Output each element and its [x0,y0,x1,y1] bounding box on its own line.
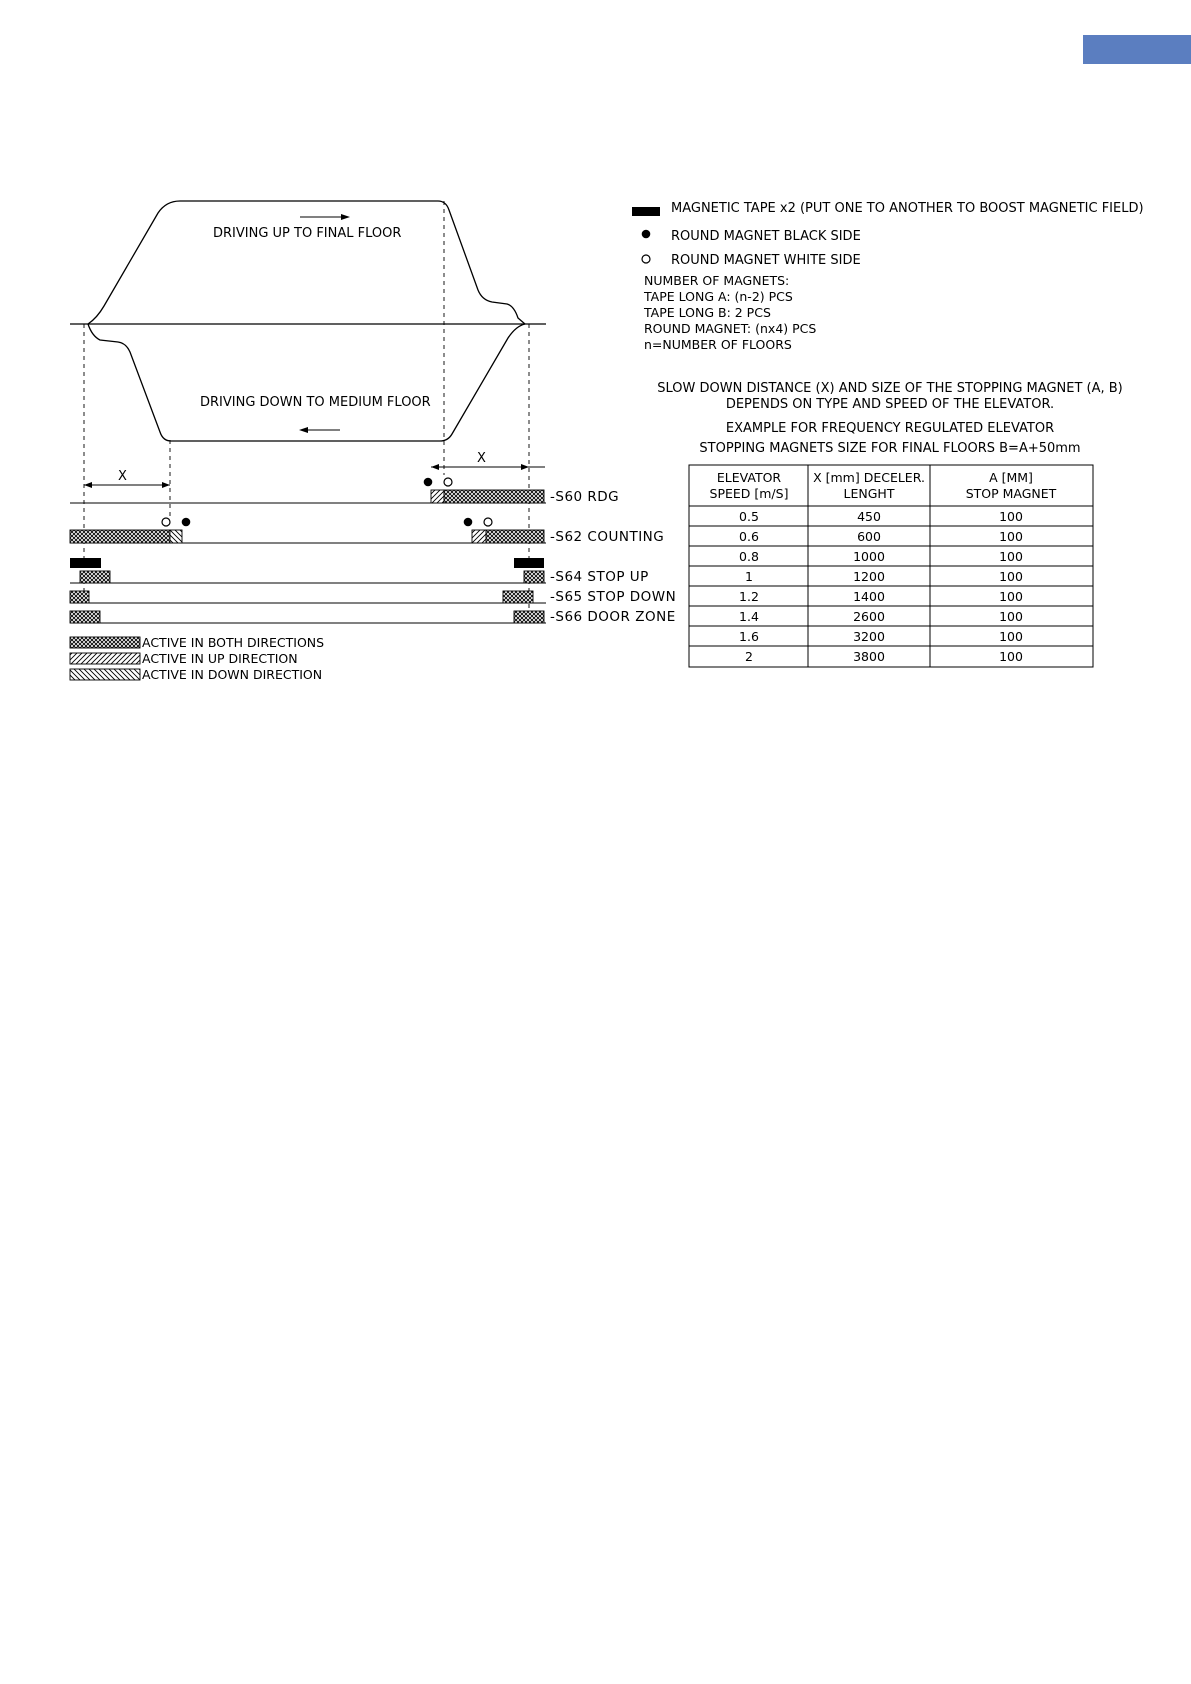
magnet-count-line: TAPE LONG A: (n-2) PCS [644,289,793,304]
x-dimension-left [84,482,170,488]
s66-right-magnet [514,611,544,623]
s64-right-magnet [524,571,544,583]
table-cell: 1.2 [739,589,759,604]
table-cell: 0.6 [739,529,759,544]
magnet-count-line: TAPE LONG B: 2 PCS [644,305,771,320]
black-magnet-legend-label: ROUND MAGNET BLACK SIDE [671,229,861,244]
down-travel-label: DRIVING DOWN TO MEDIUM FLOOR [200,395,431,410]
s62-left-magnet-both [70,530,170,543]
legend-down-label: ACTIVE IN DOWN DIRECTION [142,667,323,682]
s65-left-magnet [70,591,89,603]
table-cell: 1000 [853,549,885,564]
s60-up-section [431,490,444,503]
table-cell: 1200 [853,569,885,584]
table-cell: 0.8 [739,549,759,564]
up-travel-label: DRIVING UP TO FINAL FLOOR [213,226,402,241]
table-row [739,549,1023,564]
table-cell: 100 [999,609,1023,624]
s60-white-magnet-icon [444,478,452,486]
s62-right-up-section [472,530,486,543]
white-magnet-legend-label: ROUND MAGNET WHITE SIDE [671,253,861,268]
white-magnet-legend-icon [642,255,650,263]
table-row [739,529,1023,544]
s62-black-magnet-icon [182,518,191,527]
legend-down-swatch [70,669,140,680]
s65-label: -S65 STOP DOWN [550,589,677,605]
s60-magnet-both [444,490,544,503]
table-cell: 450 [857,509,881,524]
legend-both-swatch [70,637,140,648]
note-line-4: STOPPING MAGNETS SIZE FOR FINAL FLOORS B=A+50mm [699,441,1081,456]
x-dimension-right-label: X [477,451,486,466]
black-magnet-legend-icon [642,230,651,239]
s62-white-magnet-icon [162,518,170,526]
table-cell: 1.4 [739,609,759,624]
s60-label: -S60 RDG [550,489,620,505]
table-cell: 100 [999,549,1023,564]
up-travel-curve [88,201,525,324]
down-travel-curve [88,324,525,441]
table-cell: 1400 [853,589,885,604]
s62-black-magnet-icon-right [464,518,473,527]
table-cell: 1 [745,569,753,584]
s66-left-magnet [70,611,100,623]
table-cell: 3200 [853,629,885,644]
s62-white-magnet-icon-right [484,518,492,526]
table-header: X [mm] DECELER. [813,470,925,485]
s64-label: -S64 STOP UP [550,569,649,585]
legend-up-label: ACTIVE IN UP DIRECTION [142,651,298,666]
x-dimension-right [431,464,545,470]
legend-up-swatch [70,653,140,664]
table-header: A [MM] [989,470,1033,485]
table-cell: 0.5 [739,509,759,524]
s62-label: -S62 COUNTING [550,529,665,545]
table-cell: 600 [857,529,881,544]
speed-table [689,465,1093,667]
table-header: LENGHT [843,486,895,501]
tape-legend-icon [632,207,660,216]
note-line-3: EXAMPLE FOR FREQUENCY REGULATED ELEVATOR [725,421,1055,436]
s64-left-tape [70,558,101,568]
table-row [745,569,1023,584]
table-cell: 100 [999,589,1023,604]
up-arrow-head [341,214,350,220]
s65-right-magnet [503,591,533,603]
s64-right-tape [514,558,544,568]
s62-left-down-section [170,530,182,543]
s66-label: -S66 DOOR ZONE [550,609,676,625]
table-row [739,589,1023,604]
magnet-count-line: ROUND MAGNET: (nx4) PCS [644,321,817,336]
x-dimension-left-label: X [118,469,127,484]
table-cell: 3800 [853,649,885,664]
table-header: STOP MAGNET [965,486,1057,501]
note-line-1: SLOW DOWN DISTANCE (X) AND SIZE OF THE STOPPING MAGNET (A, B) [657,381,1123,396]
s62-right-magnet-both [486,530,544,543]
table-row [739,509,1023,524]
table-cell: 100 [999,529,1023,544]
guide-lines [84,201,529,620]
magnet-count-line: NUMBER OF MAGNETS: [644,273,790,288]
s64-left-magnet [80,571,110,583]
table-row [745,649,1023,664]
table-cell: 100 [999,629,1023,644]
table-cell: 1.6 [739,629,759,644]
down-arrow-head [299,427,308,433]
s60-black-magnet-icon [424,478,433,487]
note-line-2: DEPENDS ON TYPE AND SPEED OF THE ELEVATOR. [725,397,1055,412]
table-cell: 2 [745,649,753,664]
table-cell: 2600 [853,609,885,624]
magnet-count-line: n=NUMBER OF FLOORS [644,337,792,352]
table-header: SPEED [m/S] [709,486,789,501]
tape-legend-label: MAGNETIC TAPE x2 (PUT ONE TO ANOTHER TO BOOST MAGNETIC FIELD) [671,201,1144,216]
table-cell: 100 [999,509,1023,524]
table-row [739,629,1023,644]
table-row [739,609,1023,624]
table-cell: 100 [999,569,1023,584]
table-cell: 100 [999,649,1023,664]
table-header: ELEVATOR [716,470,782,485]
legend-both-label: ACTIVE IN BOTH DIRECTIONS [142,635,325,650]
